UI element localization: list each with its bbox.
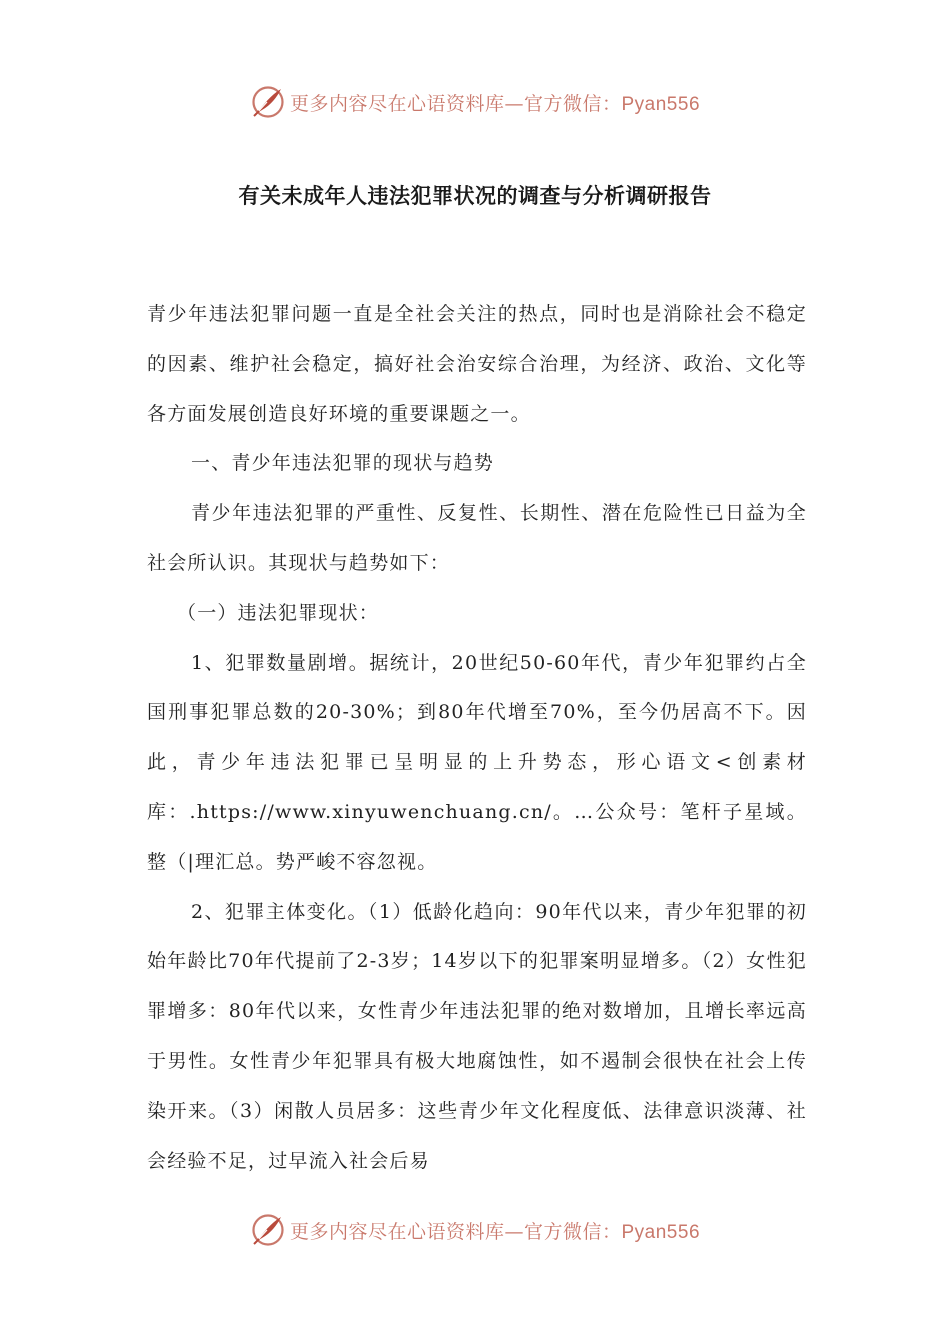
document-body: [147, 290, 807, 1186]
footer-banner: [0, 1210, 950, 1250]
quill-pen-logo-icon: [250, 1212, 286, 1248]
quill-pen-logo-icon: [250, 84, 286, 120]
banner-text: [290, 1217, 700, 1244]
wechat-id: Pyan556: [621, 93, 701, 115]
paragraph-overview: 青少年违法犯罪的严重性、反复性、长期性、潜在危险性已日益为全社会所认识。其现状与趋势如下：: [147, 502, 807, 574]
section-heading: 一、青少年违法犯罪的现状与趋势: [191, 452, 495, 475]
wechat-id: Pyan556: [621, 1221, 701, 1243]
banner-text: [290, 89, 700, 116]
header-banner: [0, 82, 950, 122]
document-title: 有关未成年人违法犯罪状况的调查与分析调研报告: [238, 184, 712, 208]
banner-caption: 更多内容尽在心语资料库—官方微信：: [289, 1220, 622, 1243]
paragraph-intro: 青少年违法犯罪问题一直是全社会关注的热点，同时也是消除社会不稳定的因素、维护社会稳定，搞好社会治安综合治理，为经济、政治、文化等各方面发展创造良好环境的重要课题之一。: [147, 303, 807, 425]
banner-caption: 更多内容尽在心语资料库—官方微信：: [289, 92, 622, 115]
subsection-heading: （一）违法犯罪现状：: [177, 601, 380, 624]
paragraph-point-2: 2、犯罪主体变化。（1）低龄化趋向：90年代以来，青少年犯罪的初始年龄比70年代提前了2-3岁；14岁以下的犯罪案明显增多。（2）女性犯罪增多：80年代以来，女性青少年违法犯罪的绝对数增加，且增长率远高于男性。女性青少年犯罪具有极大地腐蚀性，如不遏制会很快在社会上传染开来。（3）闲散人员居多：这些青少年文化程度低、法律意识淡薄、社会经验不足，过早流入社会后易: [147, 900, 807, 1172]
paragraph-point-1: 1、犯罪数量剧增。据统计，20世纪50-60年代，青少年犯罪约占全国刑事犯罪总数的20-30%；到80年代增至70%，至今仍居高不下。因此，青少年违法犯罪已呈明显的上升势态，形心语文<创素材库：.https://www.xinyuwenchuang.cn/。…公众号：笔杆子星域。整（|理汇总。势严峻不容忽视。: [147, 651, 807, 873]
